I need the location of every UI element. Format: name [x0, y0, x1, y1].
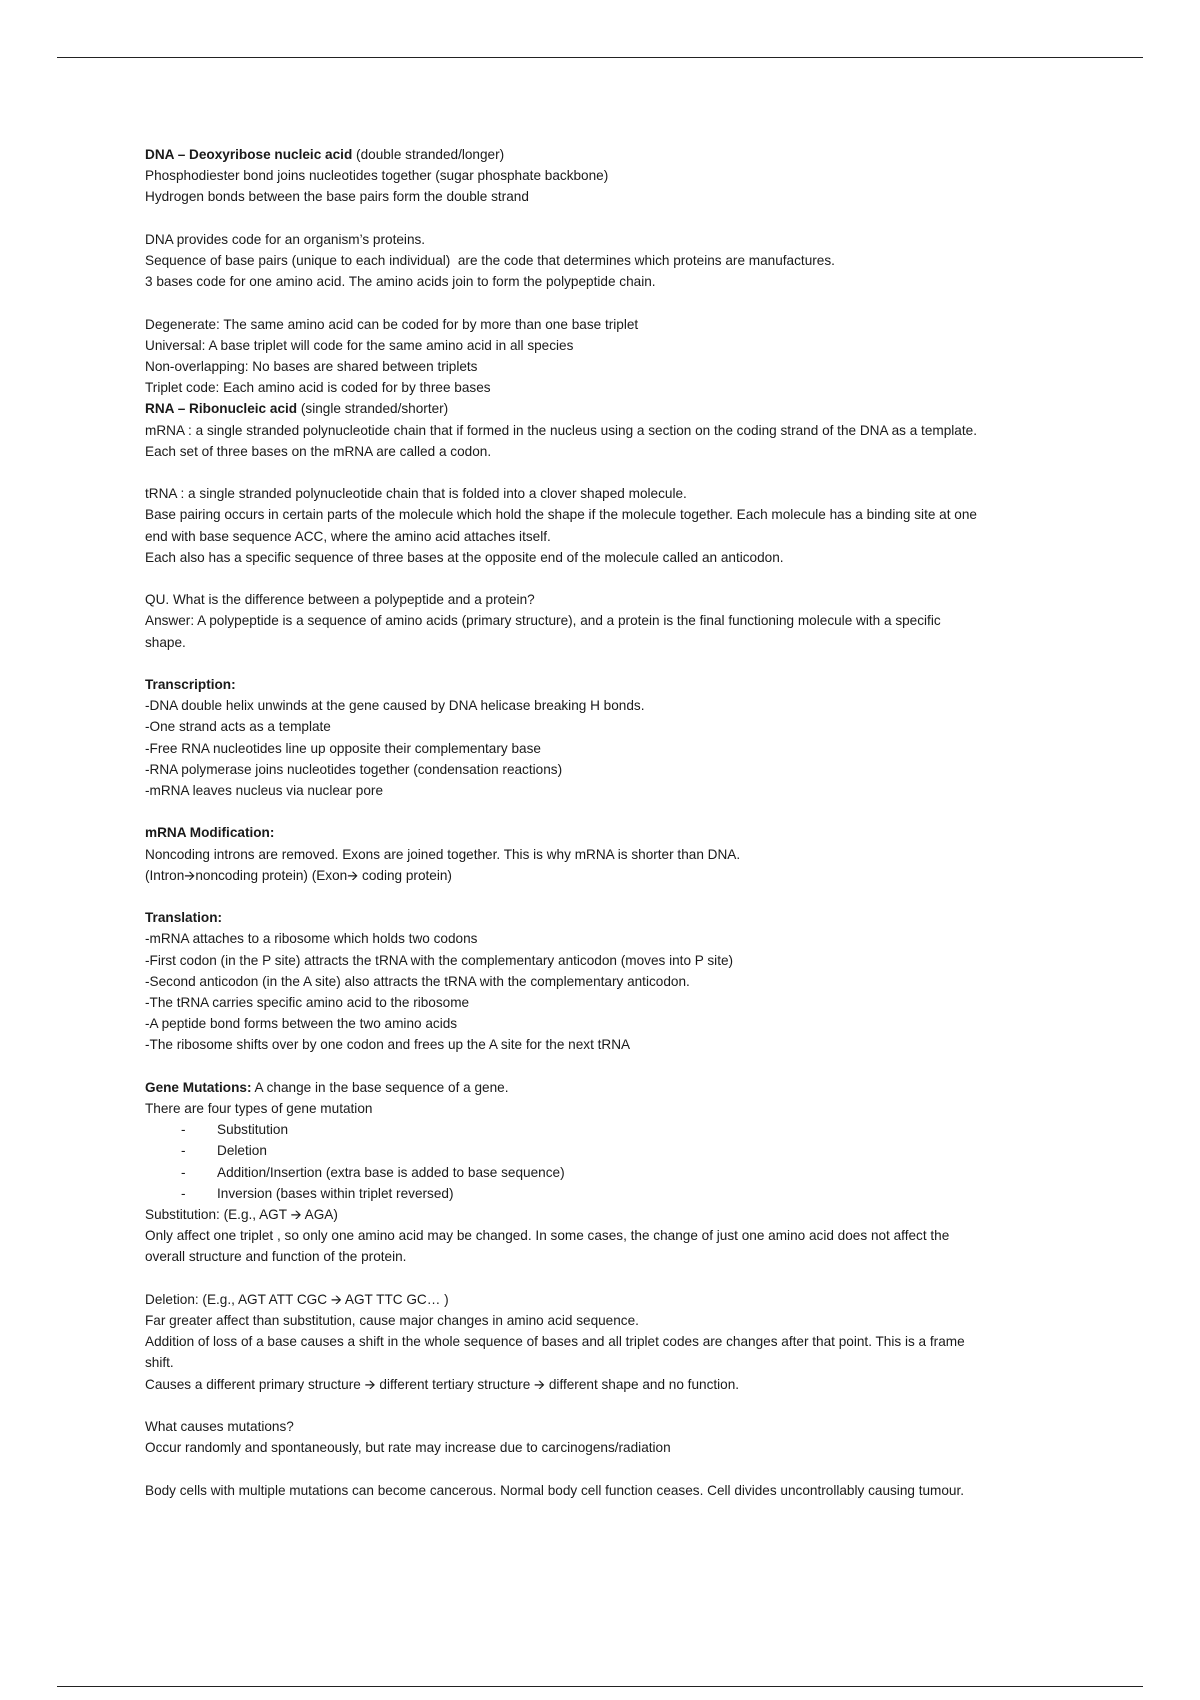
text-line: What causes mutations?: [145, 1419, 294, 1435]
text-line: Sequence of base pairs (unique to each individual) are the code that determines which proteins are manufactures.: [145, 253, 835, 268]
text-line: -The tRNA carries specific amino acid to the ribosome: [145, 995, 470, 1011]
text-line: Addition of loss of a base causes a shift in the whole sequence of bases and all triplet codes are changes after that point. This is a frame: [145, 1334, 965, 1350]
text-line: Each also has a specific sequence of three bases at the opposite end of the molecule called an anticodon.: [145, 549, 784, 565]
text-line: Base pairing occurs in certain parts of the molecule which hold the shape if the molecule together. Each molecule has a binding site at one: [145, 507, 977, 523]
list-item: [145, 1119, 1065, 1140]
text-line: Far greater affect than substitution, cause major changes in amino acid sequence.: [145, 1313, 639, 1329]
text-line: (Intron🡪noncoding protein) (Exon🡪 coding protein): [145, 867, 452, 883]
text-line: Each set of three bases on the mRNA are called a codon.: [145, 443, 492, 459]
text-line: tRNA : a single stranded polynucleotide chain that is folded into a clover shaped molecule.: [145, 486, 687, 502]
list-item-text: Inversion (bases within triplet reversed): [217, 1185, 454, 1201]
text-line: DNA provides code for an organism’s proteins.: [145, 231, 426, 247]
text-line: -Second anticodon (in the A site) also attracts the tRNA with the complementary anticodon.: [145, 973, 690, 989]
question-text: QU. What is the difference between a polypeptide and a protein?: [145, 592, 535, 608]
text-line: Phosphodiester bond joins nucleotides together (sugar phosphate backbone): [145, 168, 609, 184]
text-line: mRNA : a single stranded polynucleotide chain that if formed in the nucleus using a section on the coding strand of the DNA as a template.: [145, 422, 977, 438]
text-line: Only affect one triplet , so only one amino acid may be changed. In some cases, the change of just one amino acid does not affect the: [145, 1228, 950, 1244]
text-line: -RNA polymerase joins nucleotides together (condensation reactions): [145, 761, 563, 777]
rna-title-bold: RNA – Ribonucleic acid: [145, 401, 298, 417]
mutations-heading: [145, 1077, 1065, 1098]
text-line: -One strand acts as a template: [145, 719, 331, 735]
text-line: Occur randomly and spontaneously, but rate may increase due to carcinogens/radiation: [145, 1440, 671, 1456]
list-item: [145, 1162, 1065, 1183]
text-line: Causes a different primary structure 🡪 different tertiary structure 🡪 different shape and no function.: [145, 1376, 740, 1392]
text-line: Universal: A base triplet will code for the same amino acid in all species: [145, 337, 574, 353]
text-line: Degenerate: The same amino acid can be coded for by more than one base triplet: [145, 316, 639, 332]
list-item: [145, 1140, 1065, 1161]
transcription-heading: [145, 674, 1065, 695]
text-line: Substitution: (E.g., AGT 🡪 AGA): [145, 1207, 338, 1223]
text-line: end with base sequence ACC, where the amino acid attaches itself.: [145, 528, 551, 544]
text-line: -Free RNA nucleotides line up opposite their complementary base: [145, 740, 541, 756]
bullet-dash: -: [181, 1143, 186, 1159]
answer-text: shape.: [145, 634, 186, 650]
text-line: Hydrogen bonds between the base pairs form the double strand: [145, 189, 529, 205]
mutations-heading-text: Gene Mutations:: [145, 1079, 252, 1095]
text-line: Noncoding introns are removed. Exons are joined together. This is why mRNA is shorter than DNA.: [145, 846, 741, 862]
rna-title: [145, 398, 1065, 419]
dna-title: [145, 144, 1065, 165]
text-line: -mRNA attaches to a ribosome which holds two codons: [145, 931, 478, 947]
text-line: shift.: [145, 1355, 174, 1371]
bullet-dash: -: [181, 1122, 186, 1138]
text-line: -The ribosome shifts over by one codon and frees up the A site for the next tRNA: [145, 1037, 631, 1053]
text-line: overall structure and function of the protein.: [145, 1249, 407, 1265]
text-line: Deletion: (E.g., AGT ATT CGC 🡪 AGT TTC GC… ): [145, 1291, 449, 1307]
text-line: -First codon (in the P site) attracts the tRNA with the complementary anticodon (moves into P site): [145, 952, 734, 968]
text-line: -DNA double helix unwinds at the gene caused by DNA helicase breaking H bonds.: [145, 698, 645, 714]
translation-heading-text: Translation:: [145, 910, 223, 926]
bullet-dash: -: [181, 1164, 186, 1180]
rna-title-rest: (single stranded/shorter): [297, 401, 449, 417]
footer-rule: [57, 1686, 1143, 1687]
text-line: Non-overlapping: No bases are shared between triplets: [145, 359, 478, 374]
list-item-text: Addition/Insertion (extra base is added to base sequence): [217, 1164, 565, 1180]
text-line: 3 bases code for one amino acid. The amino acids join to form the polypeptide chain.: [145, 274, 656, 290]
answer-text: Answer: A polypeptide is a sequence of amino acids (primary structure), and a protein is the final functioning molecule with a specific: [145, 613, 941, 629]
dna-title-bold: DNA – Deoxyribose nucleic acid: [145, 147, 353, 162]
translation-heading: [145, 907, 1065, 928]
list-item-text: Deletion: [217, 1143, 267, 1159]
modification-heading-text: mRNA Modification:: [145, 825, 275, 841]
list-item: [145, 1183, 1065, 1204]
bullet-dash: -: [181, 1185, 186, 1201]
text-line: -mRNA leaves nucleus via nuclear pore: [145, 783, 384, 799]
dna-title-rest: (double stranded/longer): [352, 147, 505, 162]
mutations-heading-rest: A change in the base sequence of a gene.: [251, 1079, 509, 1095]
header-rule: [57, 57, 1143, 58]
text-line: -A peptide bond forms between the two amino acids: [145, 1016, 458, 1032]
text-line: Body cells with multiple mutations can become cancerous. Normal body cell function ceases. Cell divides uncontrollably causing tumour.: [145, 1482, 965, 1498]
list-item-text: Substitution: [217, 1122, 289, 1138]
text-line: There are four types of gene mutation: [145, 1101, 373, 1117]
text-line: Triplet code: Each amino acid is coded for by three bases: [145, 380, 491, 396]
transcription-heading-text: Transcription:: [145, 677, 236, 692]
document-body: [145, 144, 1065, 1501]
modification-heading: [145, 822, 1065, 843]
